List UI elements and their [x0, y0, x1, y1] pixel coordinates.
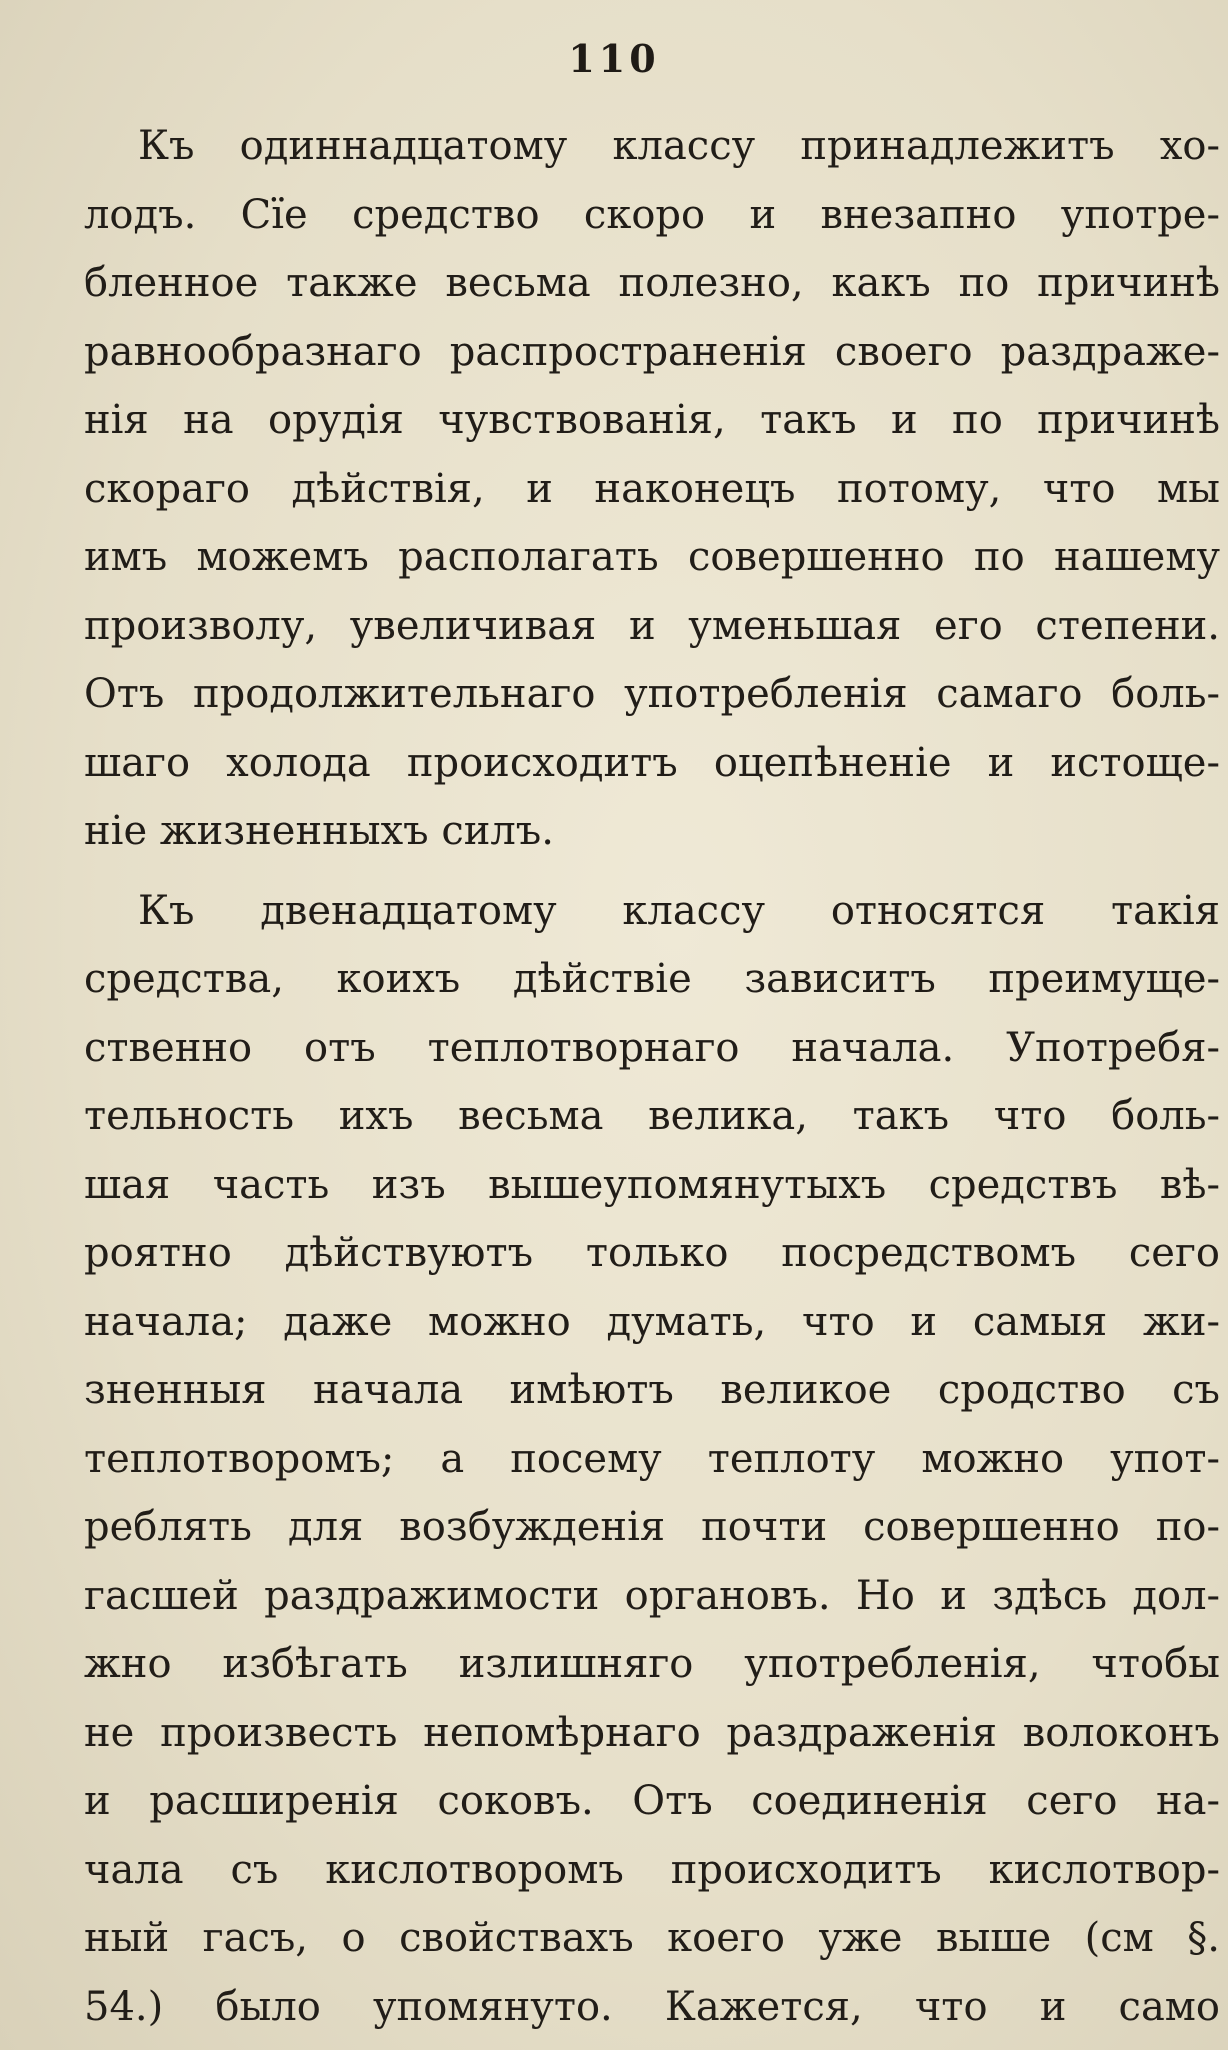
text-line: не произвесть непомѣрнаго раздраженія волоконъ — [84, 1709, 1220, 1756]
text-line: имъ можемъ располагать совершенно по нашему — [84, 534, 1220, 580]
text-line: и расширенія соковъ. Отъ соединенія сего на- — [84, 1778, 1220, 1824]
text-line: зненныя начала имѣютъ великое сродство съ — [84, 1367, 1220, 1413]
text-line: произволу, увеличивая и уменьшая его степени. — [84, 602, 1220, 649]
page-number: 110 — [568, 36, 660, 81]
text-line: гасшей раздражимости органовъ. Но и здѣсь дол- — [84, 1572, 1220, 1619]
text-line: Къ одиннадцатому классу принадлежитъ хо- — [138, 123, 1220, 169]
paragraph-gap — [84, 866, 1220, 877]
text-line: ственно отъ теплотворнаго начала. Употребя- — [84, 1024, 1220, 1071]
text-line: ный гасъ, о свойствахъ коего уже выше (см §. — [84, 1915, 1220, 1961]
text-line: начала; даже можно думать, что и самыя жи- — [84, 1298, 1220, 1345]
text-line: чала съ кислотворомъ происходитъ кислотвор- — [84, 1846, 1220, 1893]
text-line: шаго холода происходитъ оцепѣненіе и истоще- — [84, 739, 1220, 786]
text-line: тельность ихъ весьма велика, такъ что боль- — [84, 1093, 1220, 1139]
text-line: Къ двенадцатому классу относятся такія — [138, 887, 1220, 934]
text-line: Отъ продолжительнаго употребленія самаго боль- — [84, 671, 1220, 717]
text-line: лодъ. Сїе средство скоро и внезапно употре- — [84, 191, 1220, 238]
text-line: скораго дѣйствія, и наконецъ потому, что мы — [84, 465, 1220, 512]
text-line: роятно дѣйствуютъ только посредствомъ сего — [84, 1230, 1220, 1276]
text-line: шая часть изъ вышеупомянутыхъ средствъ вѣ- — [84, 1161, 1220, 1208]
text-line: бленное также весьма полезно, какъ по причинѣ — [84, 260, 1220, 306]
text-line: средства, коихъ дѣйствіе зависитъ преимуще- — [84, 956, 1220, 1002]
text-line: реблять для возбужденія почти совершенно по- — [84, 1504, 1220, 1550]
text-line: 54.) было упомянуто. Кажется, что и само — [84, 1983, 1220, 2030]
text-line: теплотворомъ; а посему теплоту можно упот- — [84, 1435, 1220, 1482]
text-line: нія на орудія чувствованія, такъ и по причинѣ — [84, 397, 1220, 443]
text-line: жно избѣгать излишняго употребленія, чтобы — [84, 1641, 1220, 1687]
body-text — [84, 112, 1220, 2041]
text-line: равнообразнаго распространенія своего раздраже- — [84, 328, 1220, 375]
text-line: ніе жизненныхъ силъ. — [84, 808, 554, 854]
